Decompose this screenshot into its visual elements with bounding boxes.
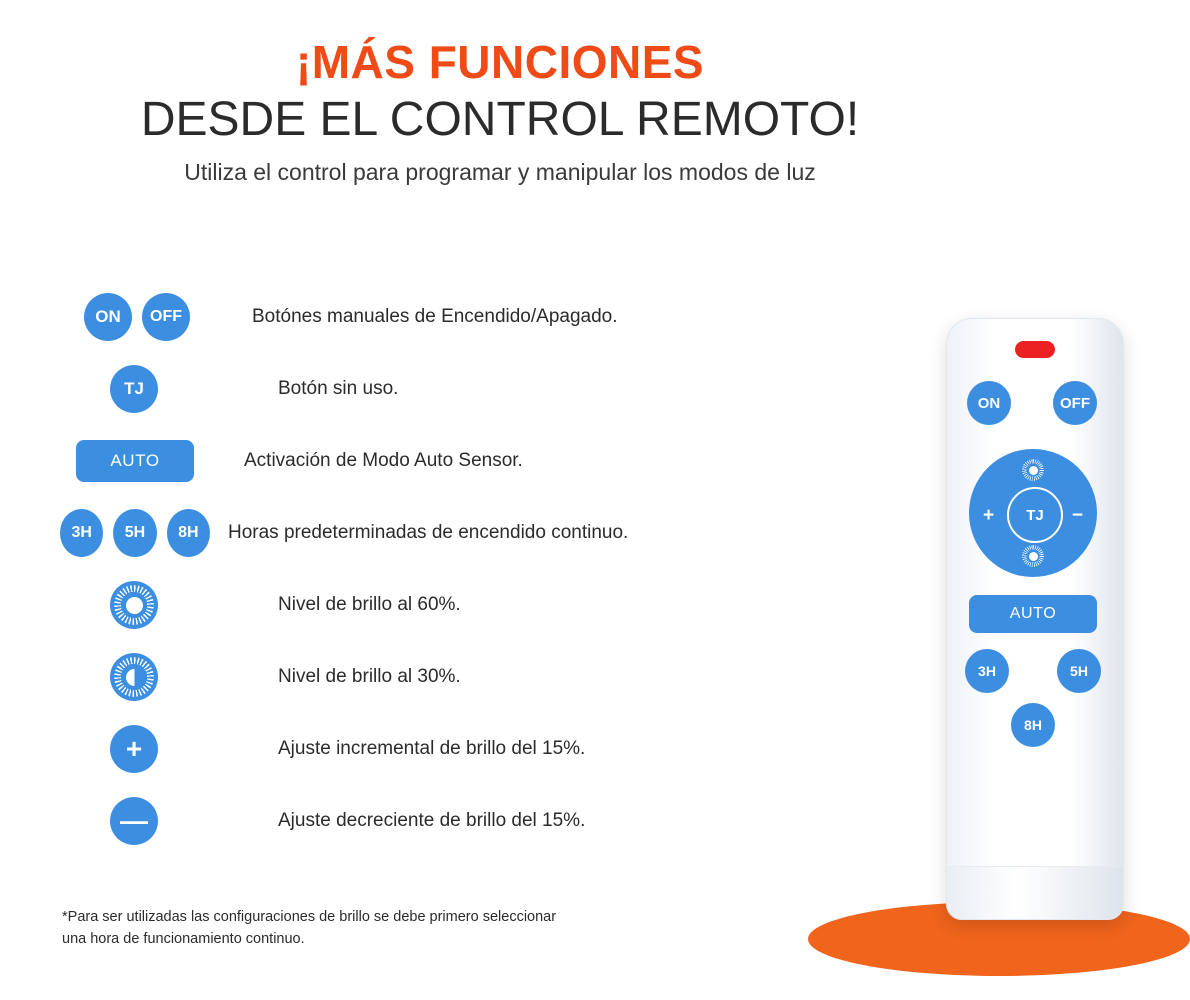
legend-label: Nivel de brillo al 60%. (278, 594, 461, 615)
sun-core (126, 669, 143, 686)
remote-3h-button[interactable]: 3H (965, 649, 1009, 693)
legend-label: Ajuste decreciente de brillo del 15%. (278, 810, 586, 831)
page-description: Utiliza el control para programar y manipular los modos de luz (184, 159, 816, 186)
brightness-high-icon[interactable] (1022, 459, 1044, 481)
brightness-low-icon[interactable] (110, 653, 158, 701)
remote-control-body (946, 318, 1124, 920)
remote-on-button[interactable]: ON (967, 381, 1011, 425)
remote-off-button[interactable]: OFF (1053, 381, 1097, 425)
legend-label: Botón sin uso. (278, 378, 399, 399)
legend-icons (60, 725, 270, 773)
remote-control-wheel[interactable] (969, 449, 1097, 577)
3h-button[interactable]: 3H (60, 509, 103, 557)
sun-core (1029, 466, 1038, 475)
auto-button[interactable]: AUTO (76, 440, 194, 482)
legend-label: Horas predeterminadas de encendido continuo. (228, 522, 629, 543)
legend-label: Ajuste incremental de brillo del 15%. (278, 738, 586, 759)
legend-icons (60, 653, 270, 701)
brightness-high-icon[interactable] (110, 581, 158, 629)
remote-5h-button[interactable]: 5H (1057, 649, 1101, 693)
legend-icons (60, 797, 270, 845)
legend-icons (60, 365, 270, 413)
off-button[interactable]: OFF (142, 293, 190, 341)
remote-tj-button[interactable]: TJ (1007, 487, 1063, 543)
legend-icons (60, 440, 236, 482)
legend-icons (60, 581, 270, 629)
ir-led-indicator (1015, 341, 1055, 358)
remote-illustration (600, 290, 1090, 970)
tj-button[interactable]: TJ (110, 365, 158, 413)
remote-minus-button[interactable]: − (1071, 505, 1083, 526)
page-title-main: ¡MÁS FUNCIONES (295, 36, 705, 88)
remote-plus-button[interactable]: + (983, 505, 995, 526)
remote-battery-cover (947, 866, 1123, 919)
legend-label: Activación de Modo Auto Sensor. (244, 450, 523, 471)
sun-core (126, 597, 143, 614)
legend-label: Botónes manuales de Encendido/Apagado. (252, 306, 618, 327)
footnote: *Para ser utilizadas las configuraciones de brillo se debe primero seleccionar una hora de funcionamiento continuo. (62, 909, 557, 948)
8h-button[interactable]: 8H (167, 509, 210, 557)
remote-auto-button[interactable]: AUTO (969, 595, 1097, 633)
minus-button[interactable]: — (110, 797, 158, 845)
legend-icons (60, 509, 220, 557)
legend-icons (60, 293, 244, 341)
remote-8h-button[interactable]: 8H (1011, 703, 1055, 747)
5h-button[interactable]: 5H (113, 509, 156, 557)
header (0, 0, 1000, 186)
legend-label: Nivel de brillo al 30%. (278, 666, 461, 687)
brightness-low-icon[interactable] (1022, 545, 1044, 567)
page-title-sub: DESDE EL CONTROL REMOTO! (140, 93, 860, 147)
sun-core (1029, 552, 1038, 561)
plus-button[interactable]: + (110, 725, 158, 773)
on-button[interactable]: ON (84, 293, 132, 341)
